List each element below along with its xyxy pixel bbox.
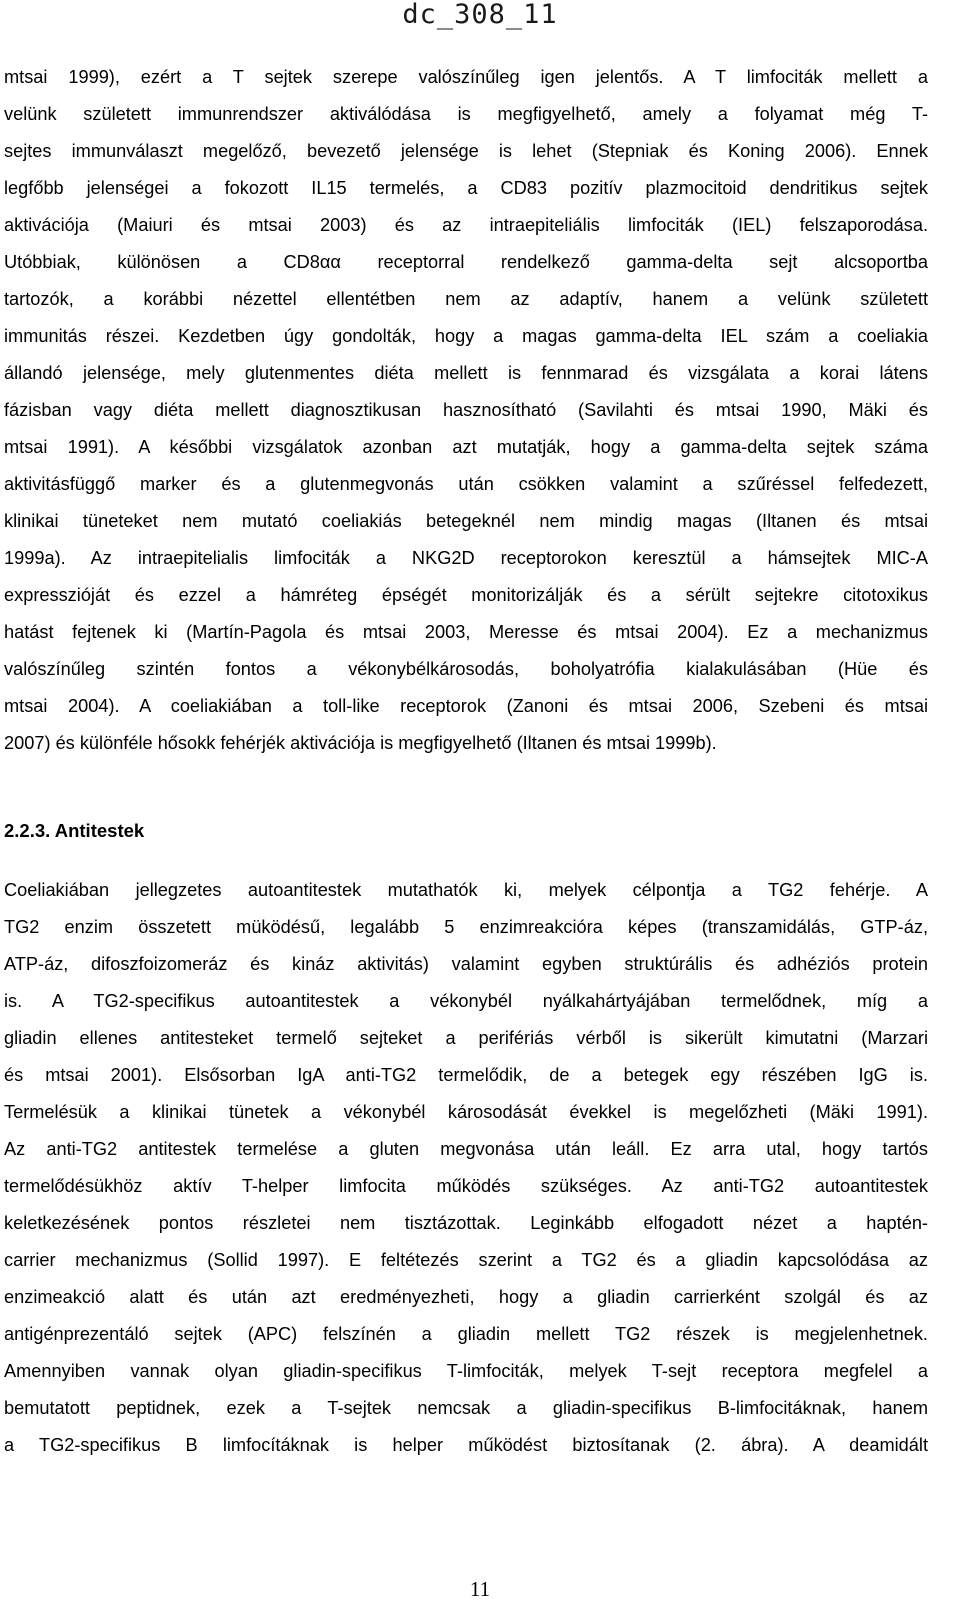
text-line: tartozók, a korábbi nézettel ellentétben nem az adaptív, hanem a velünk született [4, 289, 928, 309]
text-line: Az anti-TG2 antitestek termelése a gluten megvonása után leáll. Ez arra utal, hogy tartós [4, 1139, 928, 1159]
text-line: állandó jelensége, mely glutenmentes diéta mellett is fennmarad és vizsgálata a korai látens [4, 363, 928, 383]
text-line: enzimeakció alatt és után azt eredményezheti, hogy a gliadin carrierként szolgál és az [4, 1287, 928, 1307]
text-line: Amennyiben vannak olyan gliadin-specifikus T-limfociták, melyek T-sejt receptora megfelel a [4, 1361, 928, 1381]
text-line: termelődésükhöz aktív T-helper limfocita működés szükséges. Az anti-TG2 autoantitestek [4, 1176, 928, 1196]
text-line: ATP-áz, difoszfoizomeráz és kináz aktivitás) valamint egyben struktúrális és adhéziós protein [4, 954, 928, 974]
text-line: aktivációja (Maiuri és mtsai 2003) és az intraepiteliális limfociták (IEL) felszaporodása. [4, 215, 928, 235]
text-line: gliadin ellenes antitesteket termelő sejteket a perifériás vérből is sikerült kimutatni (Marzari [4, 1028, 928, 1048]
text-line: Coeliakiában jellegzetes autoantitestek mutathatók ki, melyek célpontja a TG2 fehérje. A [4, 880, 928, 900]
text-line: Termelésük a klinikai tünetek a vékonybél károsodását évekkel is megelőzheti (Mäki 1991). [4, 1102, 928, 1122]
text-line: antigénprezentáló sejtek (APC) felszínén a gliadin mellett TG2 részek is megjelenhetnek. [4, 1324, 928, 1344]
text-line: és mtsai 2001). Elsősorban IgA anti-TG2 termelődik, de a betegek egy részében IgG is. [4, 1065, 928, 1085]
text-line: mtsai 2004). A coeliakiában a toll-like receptorok (Zanoni és mtsai 2006, Szebeni és mtsai [4, 696, 928, 716]
text-line: is. A TG2-specifikus autoantitestek a vékonybél nyálkahártyájában termelődnek, míg a [4, 991, 928, 1011]
text-line: hatást fejtenek ki (Martín-Pagola és mtsai 2003, Meresse és mtsai 2004). Ez a mechanizmus [4, 622, 928, 642]
text-line: 2007) és különféle hősokk fehérjék aktivációja is megfigyelhető (Iltanen és mtsai 1999b). [4, 733, 717, 753]
paragraph-antibodies [4, 872, 928, 1464]
text-line: Utóbbiak, különösen a CD8αα receptorral rendelkező gamma-delta sejt alcsoportba [4, 252, 928, 272]
text-line: a TG2-specifikus B limfocítáknak is helper működést biztosítanak (2. ábra). A deamidált [4, 1435, 928, 1455]
text-line: mtsai 1999), ezért a T sejtek szerepe valószínűleg igen jelentős. A T limfociták mellett a [4, 67, 928, 87]
text-line: expresszióját és ezzel a hámréteg épségét monitorizálják és a sérült sejtekre citotoxikus [4, 585, 928, 605]
text-line: immunitás részei. Kezdetben úgy gondolták, hogy a magas gamma-delta IEL szám a coeliakia [4, 326, 928, 346]
text-line: bemutatott peptidnek, ezek a T-sejtek nemcsak a gliadin-specifikus B-limfocitáknak, hanem [4, 1398, 928, 1418]
document-id-header: dc_308_11 [402, 0, 558, 30]
text-line: aktivitásfüggő marker és a glutenmegvonás után csökken valamint a szűréssel felfedezett, [4, 474, 928, 494]
text-line: TG2 enzim összetett müködésű, legalább 5 enzimreakcióra képes (transzamidálás, GTP-áz, [4, 917, 928, 937]
paragraph-cellular-immunity [4, 59, 928, 762]
text-line: 1999a). Az intraepitelialis limfociták a NKG2D receptorokon keresztül a hámsejtek MIC-A [4, 548, 928, 568]
text-line: klinikai tüneteket nem mutató coeliakiás betegeknél nem mindig magas (Iltanen és mtsai [4, 511, 928, 531]
text-line: carrier mechanizmus (Sollid 1997). E feltétezés szerint a TG2 és a gliadin kapcsolódása az [4, 1250, 928, 1270]
text-line: fázisban vagy diéta mellett diagnosztikusan hasznosítható (Savilahti és mtsai 1990, Mäki és [4, 400, 928, 420]
section-heading-antitestek: 2.2.3. Antitestek [4, 820, 145, 841]
text-line: keletkezésének pontos részletei nem tisztázottak. Leginkább elfogadott nézet a haptén- [4, 1213, 928, 1233]
text-line: valószínűleg szintén fontos a vékonybélkárosodás, boholyatrófia kialakulásában (Hüe és [4, 659, 928, 679]
text-line: legfőbb jelenségei a fokozott IL15 termelés, a CD83 pozitív plazmocitoid dendritikus sejtek [4, 178, 928, 198]
page-number: 11 [469, 1577, 491, 1601]
text-line: mtsai 1991). A későbbi vizsgálatok azonban azt mutatják, hogy a gamma-delta sejtek száma [4, 437, 928, 457]
text-line: sejtes immunválaszt megelőző, bevezető jelensége is lehet (Stepniak és Koning 2006). Ennek [4, 141, 928, 161]
text-line: velünk született immunrendszer aktiválódása is megfigyelhető, amely a folyamat még T- [4, 104, 928, 124]
